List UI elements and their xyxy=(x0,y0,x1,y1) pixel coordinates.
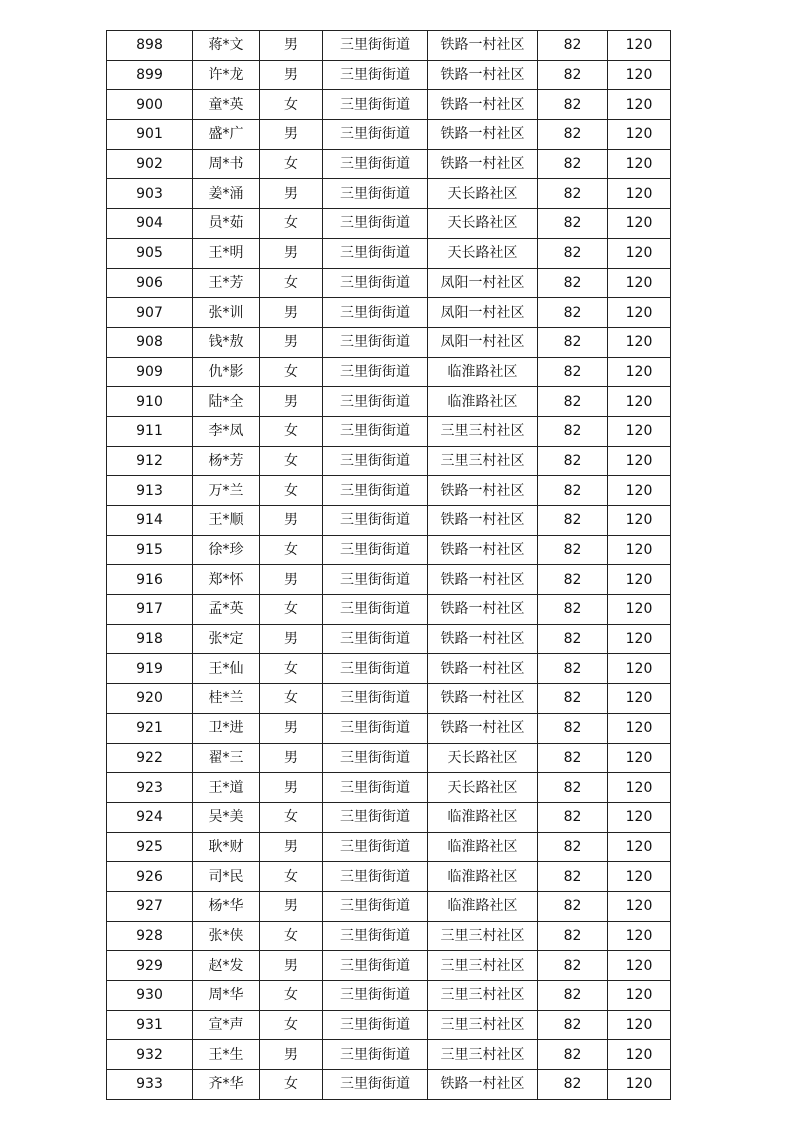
gender-cell: 女 xyxy=(260,357,323,387)
age-cell: 82 xyxy=(538,476,608,506)
table-row xyxy=(107,624,671,654)
community-cell: 临淮路社区 xyxy=(428,387,538,417)
gender-cell: 女 xyxy=(260,1070,323,1100)
community-cell: 天长路社区 xyxy=(428,179,538,209)
name-cell: 王*芳 xyxy=(193,268,260,298)
street-cell: 三里街街道 xyxy=(323,298,428,328)
community-cell: 天长路社区 xyxy=(428,209,538,239)
age-cell: 82 xyxy=(538,31,608,61)
age-cell: 82 xyxy=(538,416,608,446)
amount-cell: 120 xyxy=(608,476,671,506)
community-cell: 凤阳一村社区 xyxy=(428,268,538,298)
community-cell: 铁路一村社区 xyxy=(428,565,538,595)
gender-cell: 男 xyxy=(260,120,323,150)
age-cell: 82 xyxy=(538,238,608,268)
table-row xyxy=(107,209,671,239)
age-cell: 82 xyxy=(538,1070,608,1100)
table-row xyxy=(107,357,671,387)
age-cell: 82 xyxy=(538,1010,608,1040)
serial-number-cell: 917 xyxy=(107,595,193,625)
name-cell: 杨*芳 xyxy=(193,446,260,476)
age-cell: 82 xyxy=(538,743,608,773)
table-row xyxy=(107,446,671,476)
gender-cell: 女 xyxy=(260,981,323,1011)
amount-cell: 120 xyxy=(608,416,671,446)
community-cell: 铁路一村社区 xyxy=(428,149,538,179)
amount-cell: 120 xyxy=(608,981,671,1011)
street-cell: 三里街街道 xyxy=(323,595,428,625)
amount-cell: 120 xyxy=(608,149,671,179)
street-cell: 三里街街道 xyxy=(323,90,428,120)
serial-number-cell: 929 xyxy=(107,951,193,981)
serial-number-cell: 907 xyxy=(107,298,193,328)
community-cell: 临淮路社区 xyxy=(428,357,538,387)
serial-number-cell: 900 xyxy=(107,90,193,120)
serial-number-cell: 902 xyxy=(107,149,193,179)
amount-cell: 120 xyxy=(608,713,671,743)
serial-number-cell: 928 xyxy=(107,921,193,951)
age-cell: 82 xyxy=(538,951,608,981)
amount-cell: 120 xyxy=(608,684,671,714)
amount-cell: 120 xyxy=(608,387,671,417)
gender-cell: 女 xyxy=(260,802,323,832)
name-cell: 陆*全 xyxy=(193,387,260,417)
table-row xyxy=(107,654,671,684)
gender-cell: 男 xyxy=(260,179,323,209)
age-cell: 82 xyxy=(538,149,608,179)
amount-cell: 120 xyxy=(608,1010,671,1040)
street-cell: 三里街街道 xyxy=(323,951,428,981)
roster-table xyxy=(106,30,671,1100)
serial-number-cell: 925 xyxy=(107,832,193,862)
serial-number-cell: 932 xyxy=(107,1040,193,1070)
age-cell: 82 xyxy=(538,654,608,684)
community-cell: 三里三村社区 xyxy=(428,446,538,476)
community-cell: 三里三村社区 xyxy=(428,1010,538,1040)
gender-cell: 男 xyxy=(260,31,323,61)
street-cell: 三里街街道 xyxy=(323,981,428,1011)
serial-number-cell: 923 xyxy=(107,773,193,803)
age-cell: 82 xyxy=(538,684,608,714)
serial-number-cell: 921 xyxy=(107,713,193,743)
amount-cell: 120 xyxy=(608,357,671,387)
table-row xyxy=(107,773,671,803)
amount-cell: 120 xyxy=(608,624,671,654)
table-row xyxy=(107,149,671,179)
gender-cell: 男 xyxy=(260,60,323,90)
street-cell: 三里街街道 xyxy=(323,862,428,892)
table-row xyxy=(107,31,671,61)
name-cell: 赵*发 xyxy=(193,951,260,981)
table-row xyxy=(107,743,671,773)
amount-cell: 120 xyxy=(608,179,671,209)
serial-number-cell: 901 xyxy=(107,120,193,150)
serial-number-cell: 909 xyxy=(107,357,193,387)
street-cell: 三里街街道 xyxy=(323,802,428,832)
table-row xyxy=(107,832,671,862)
name-cell: 卫*进 xyxy=(193,713,260,743)
amount-cell: 120 xyxy=(608,31,671,61)
name-cell: 童*英 xyxy=(193,90,260,120)
name-cell: 宣*声 xyxy=(193,1010,260,1040)
street-cell: 三里街街道 xyxy=(323,684,428,714)
name-cell: 张*训 xyxy=(193,298,260,328)
age-cell: 82 xyxy=(538,357,608,387)
street-cell: 三里街街道 xyxy=(323,535,428,565)
gender-cell: 男 xyxy=(260,951,323,981)
gender-cell: 男 xyxy=(260,624,323,654)
serial-number-cell: 916 xyxy=(107,565,193,595)
serial-number-cell: 904 xyxy=(107,209,193,239)
name-cell: 王*顺 xyxy=(193,506,260,536)
community-cell: 铁路一村社区 xyxy=(428,506,538,536)
community-cell: 铁路一村社区 xyxy=(428,535,538,565)
name-cell: 张*定 xyxy=(193,624,260,654)
gender-cell: 女 xyxy=(260,684,323,714)
street-cell: 三里街街道 xyxy=(323,1010,428,1040)
name-cell: 万*兰 xyxy=(193,476,260,506)
amount-cell: 120 xyxy=(608,90,671,120)
gender-cell: 女 xyxy=(260,862,323,892)
serial-number-cell: 912 xyxy=(107,446,193,476)
community-cell: 凤阳一村社区 xyxy=(428,327,538,357)
gender-cell: 女 xyxy=(260,90,323,120)
community-cell: 铁路一村社区 xyxy=(428,624,538,654)
community-cell: 三里三村社区 xyxy=(428,921,538,951)
serial-number-cell: 930 xyxy=(107,981,193,1011)
table-row xyxy=(107,565,671,595)
amount-cell: 120 xyxy=(608,298,671,328)
amount-cell: 120 xyxy=(608,268,671,298)
amount-cell: 120 xyxy=(608,1040,671,1070)
serial-number-cell: 899 xyxy=(107,60,193,90)
name-cell: 盛*广 xyxy=(193,120,260,150)
street-cell: 三里街街道 xyxy=(323,31,428,61)
serial-number-cell: 914 xyxy=(107,506,193,536)
amount-cell: 120 xyxy=(608,743,671,773)
gender-cell: 男 xyxy=(260,298,323,328)
gender-cell: 女 xyxy=(260,921,323,951)
gender-cell: 男 xyxy=(260,773,323,803)
community-cell: 铁路一村社区 xyxy=(428,120,538,150)
serial-number-cell: 933 xyxy=(107,1070,193,1100)
amount-cell: 120 xyxy=(608,654,671,684)
serial-number-cell: 931 xyxy=(107,1010,193,1040)
serial-number-cell: 911 xyxy=(107,416,193,446)
street-cell: 三里街街道 xyxy=(323,416,428,446)
name-cell: 桂*兰 xyxy=(193,684,260,714)
serial-number-cell: 926 xyxy=(107,862,193,892)
table-row xyxy=(107,891,671,921)
amount-cell: 120 xyxy=(608,862,671,892)
amount-cell: 120 xyxy=(608,565,671,595)
table-row xyxy=(107,684,671,714)
age-cell: 82 xyxy=(538,1040,608,1070)
table-row xyxy=(107,238,671,268)
serial-number-cell: 927 xyxy=(107,891,193,921)
serial-number-cell: 905 xyxy=(107,238,193,268)
table-row xyxy=(107,951,671,981)
age-cell: 82 xyxy=(538,179,608,209)
amount-cell: 120 xyxy=(608,832,671,862)
table-row xyxy=(107,268,671,298)
serial-number-cell: 922 xyxy=(107,743,193,773)
serial-number-cell: 924 xyxy=(107,802,193,832)
serial-number-cell: 903 xyxy=(107,179,193,209)
serial-number-cell: 906 xyxy=(107,268,193,298)
community-cell: 三里三村社区 xyxy=(428,416,538,446)
age-cell: 82 xyxy=(538,120,608,150)
name-cell: 孟*英 xyxy=(193,595,260,625)
age-cell: 82 xyxy=(538,209,608,239)
street-cell: 三里街街道 xyxy=(323,1070,428,1100)
name-cell: 徐*珍 xyxy=(193,535,260,565)
amount-cell: 120 xyxy=(608,327,671,357)
street-cell: 三里街街道 xyxy=(323,773,428,803)
street-cell: 三里街街道 xyxy=(323,209,428,239)
gender-cell: 男 xyxy=(260,743,323,773)
name-cell: 杨*华 xyxy=(193,891,260,921)
table-row xyxy=(107,506,671,536)
serial-number-cell: 915 xyxy=(107,535,193,565)
gender-cell: 男 xyxy=(260,565,323,595)
age-cell: 82 xyxy=(538,268,608,298)
name-cell: 齐*华 xyxy=(193,1070,260,1100)
table-row xyxy=(107,179,671,209)
name-cell: 周*书 xyxy=(193,149,260,179)
age-cell: 82 xyxy=(538,862,608,892)
street-cell: 三里街街道 xyxy=(323,268,428,298)
table-row xyxy=(107,921,671,951)
name-cell: 仇*影 xyxy=(193,357,260,387)
street-cell: 三里街街道 xyxy=(323,1040,428,1070)
gender-cell: 男 xyxy=(260,1040,323,1070)
gender-cell: 女 xyxy=(260,1010,323,1040)
table-row xyxy=(107,1010,671,1040)
amount-cell: 120 xyxy=(608,773,671,803)
gender-cell: 男 xyxy=(260,832,323,862)
community-cell: 天长路社区 xyxy=(428,238,538,268)
gender-cell: 女 xyxy=(260,268,323,298)
age-cell: 82 xyxy=(538,921,608,951)
age-cell: 82 xyxy=(538,981,608,1011)
table-row xyxy=(107,713,671,743)
name-cell: 张*侠 xyxy=(193,921,260,951)
name-cell: 王*仙 xyxy=(193,654,260,684)
serial-number-cell: 898 xyxy=(107,31,193,61)
community-cell: 临淮路社区 xyxy=(428,862,538,892)
street-cell: 三里街街道 xyxy=(323,179,428,209)
gender-cell: 男 xyxy=(260,506,323,536)
community-cell: 铁路一村社区 xyxy=(428,1070,538,1100)
gender-cell: 女 xyxy=(260,595,323,625)
gender-cell: 女 xyxy=(260,149,323,179)
street-cell: 三里街街道 xyxy=(323,506,428,536)
street-cell: 三里街街道 xyxy=(323,654,428,684)
gender-cell: 女 xyxy=(260,209,323,239)
street-cell: 三里街街道 xyxy=(323,891,428,921)
community-cell: 三里三村社区 xyxy=(428,1040,538,1070)
street-cell: 三里街街道 xyxy=(323,624,428,654)
gender-cell: 男 xyxy=(260,238,323,268)
community-cell: 铁路一村社区 xyxy=(428,684,538,714)
gender-cell: 男 xyxy=(260,387,323,417)
serial-number-cell: 919 xyxy=(107,654,193,684)
serial-number-cell: 913 xyxy=(107,476,193,506)
gender-cell: 男 xyxy=(260,713,323,743)
street-cell: 三里街街道 xyxy=(323,238,428,268)
community-cell: 三里三村社区 xyxy=(428,951,538,981)
table-row xyxy=(107,327,671,357)
name-cell: 许*龙 xyxy=(193,60,260,90)
community-cell: 铁路一村社区 xyxy=(428,90,538,120)
table-row xyxy=(107,298,671,328)
street-cell: 三里街街道 xyxy=(323,921,428,951)
community-cell: 临淮路社区 xyxy=(428,802,538,832)
street-cell: 三里街街道 xyxy=(323,713,428,743)
age-cell: 82 xyxy=(538,832,608,862)
age-cell: 82 xyxy=(538,387,608,417)
age-cell: 82 xyxy=(538,535,608,565)
gender-cell: 女 xyxy=(260,654,323,684)
amount-cell: 120 xyxy=(608,951,671,981)
name-cell: 王*生 xyxy=(193,1040,260,1070)
name-cell: 翟*三 xyxy=(193,743,260,773)
age-cell: 82 xyxy=(538,595,608,625)
gender-cell: 女 xyxy=(260,535,323,565)
community-cell: 铁路一村社区 xyxy=(428,713,538,743)
name-cell: 钱*敖 xyxy=(193,327,260,357)
age-cell: 82 xyxy=(538,773,608,803)
serial-number-cell: 920 xyxy=(107,684,193,714)
community-cell: 铁路一村社区 xyxy=(428,476,538,506)
age-cell: 82 xyxy=(538,624,608,654)
age-cell: 82 xyxy=(538,891,608,921)
community-cell: 临淮路社区 xyxy=(428,832,538,862)
street-cell: 三里街街道 xyxy=(323,565,428,595)
name-cell: 耿*财 xyxy=(193,832,260,862)
gender-cell: 男 xyxy=(260,327,323,357)
table-row xyxy=(107,802,671,832)
amount-cell: 120 xyxy=(608,506,671,536)
table-row xyxy=(107,416,671,446)
street-cell: 三里街街道 xyxy=(323,149,428,179)
amount-cell: 120 xyxy=(608,238,671,268)
community-cell: 三里三村社区 xyxy=(428,981,538,1011)
name-cell: 李*凤 xyxy=(193,416,260,446)
serial-number-cell: 908 xyxy=(107,327,193,357)
community-cell: 铁路一村社区 xyxy=(428,60,538,90)
name-cell: 姜*涌 xyxy=(193,179,260,209)
community-cell: 天长路社区 xyxy=(428,773,538,803)
community-cell: 凤阳一村社区 xyxy=(428,298,538,328)
table-row xyxy=(107,1040,671,1070)
table-row xyxy=(107,981,671,1011)
street-cell: 三里街街道 xyxy=(323,743,428,773)
age-cell: 82 xyxy=(538,506,608,536)
gender-cell: 女 xyxy=(260,416,323,446)
community-cell: 铁路一村社区 xyxy=(428,654,538,684)
age-cell: 82 xyxy=(538,446,608,476)
age-cell: 82 xyxy=(538,327,608,357)
amount-cell: 120 xyxy=(608,1070,671,1100)
table-row xyxy=(107,862,671,892)
street-cell: 三里街街道 xyxy=(323,120,428,150)
amount-cell: 120 xyxy=(608,535,671,565)
street-cell: 三里街街道 xyxy=(323,476,428,506)
amount-cell: 120 xyxy=(608,209,671,239)
name-cell: 王*明 xyxy=(193,238,260,268)
gender-cell: 女 xyxy=(260,476,323,506)
street-cell: 三里街街道 xyxy=(323,327,428,357)
table-row xyxy=(107,387,671,417)
community-cell: 临淮路社区 xyxy=(428,891,538,921)
table-row xyxy=(107,60,671,90)
amount-cell: 120 xyxy=(608,446,671,476)
table-row xyxy=(107,90,671,120)
name-cell: 司*民 xyxy=(193,862,260,892)
age-cell: 82 xyxy=(538,90,608,120)
street-cell: 三里街街道 xyxy=(323,60,428,90)
street-cell: 三里街街道 xyxy=(323,387,428,417)
table-row xyxy=(107,1070,671,1100)
gender-cell: 女 xyxy=(260,446,323,476)
street-cell: 三里街街道 xyxy=(323,357,428,387)
amount-cell: 120 xyxy=(608,60,671,90)
age-cell: 82 xyxy=(538,298,608,328)
age-cell: 82 xyxy=(538,802,608,832)
community-cell: 天长路社区 xyxy=(428,743,538,773)
community-cell: 铁路一村社区 xyxy=(428,31,538,61)
roster-table-body xyxy=(107,31,671,1100)
serial-number-cell: 918 xyxy=(107,624,193,654)
street-cell: 三里街街道 xyxy=(323,446,428,476)
serial-number-cell: 910 xyxy=(107,387,193,417)
table-row xyxy=(107,595,671,625)
name-cell: 周*华 xyxy=(193,981,260,1011)
name-cell: 吴*美 xyxy=(193,802,260,832)
name-cell: 郑*怀 xyxy=(193,565,260,595)
community-cell: 铁路一村社区 xyxy=(428,595,538,625)
amount-cell: 120 xyxy=(608,802,671,832)
amount-cell: 120 xyxy=(608,891,671,921)
name-cell: 员*茹 xyxy=(193,209,260,239)
age-cell: 82 xyxy=(538,60,608,90)
amount-cell: 120 xyxy=(608,120,671,150)
amount-cell: 120 xyxy=(608,921,671,951)
name-cell: 蒋*文 xyxy=(193,31,260,61)
name-cell: 王*道 xyxy=(193,773,260,803)
table-row xyxy=(107,120,671,150)
amount-cell: 120 xyxy=(608,595,671,625)
gender-cell: 男 xyxy=(260,891,323,921)
table-row xyxy=(107,535,671,565)
table-row xyxy=(107,476,671,506)
age-cell: 82 xyxy=(538,713,608,743)
street-cell: 三里街街道 xyxy=(323,832,428,862)
age-cell: 82 xyxy=(538,565,608,595)
